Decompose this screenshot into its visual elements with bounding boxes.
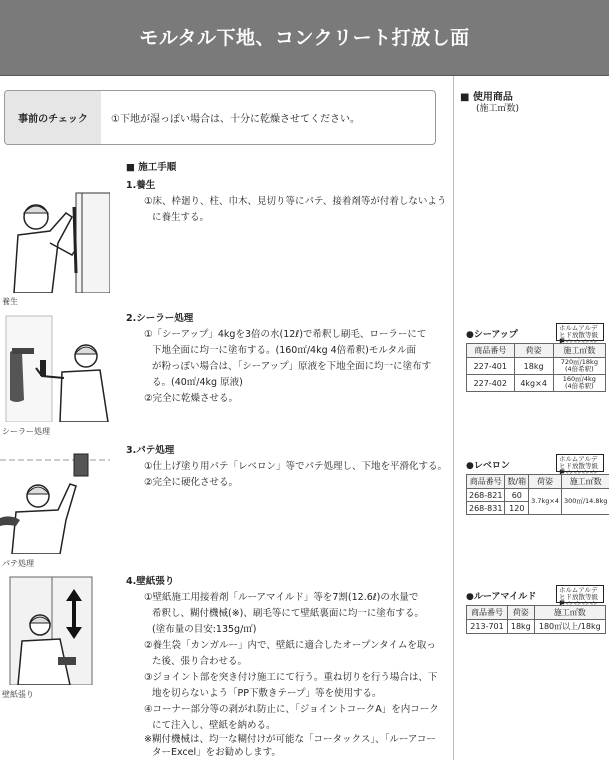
worker-putty-illustration <box>0 444 110 554</box>
table-row: 268-831 120 <box>467 502 609 515</box>
step-4-line: にて注入し、壁紙を納める。 <box>152 720 276 731</box>
worker-wallpaper-illustration <box>0 575 110 685</box>
step-4-title: 4.壁紙張り <box>126 576 175 587</box>
product-name-seeup: ●シーアップ <box>466 330 518 340</box>
step-2-line: ①「シーアップ」4kgを3倍の水(12ℓ)で希釈し刷毛、ローラーにて <box>144 329 427 340</box>
step-2-caption: シーラー処理 <box>2 427 50 436</box>
precheck-label: 事前のチェック <box>5 91 101 144</box>
product-table-seeup: 商品番号 荷姿 施工㎡数 227-401 18kg 720㎡/18kg (4倍希釈) 227-402 4kg×4 160㎡/4kg (4倍希釈) <box>466 343 606 392</box>
step-3-title: 3.パテ処理 <box>126 445 175 456</box>
table-row: 268-821 60 3.7kg×4 300㎡/14.8kg <box>467 489 609 502</box>
step-4-line: (塗布量の目安:135g/㎡) <box>152 624 257 635</box>
step-3-caption: パテ処理 <box>2 559 34 568</box>
page-title: モルタル下地、コンクリート打放し面 <box>139 27 470 49</box>
step-3-line: ②完全に硬化させる。 <box>144 477 239 488</box>
step-2-line: ②完全に乾燥させる。 <box>144 393 239 404</box>
note-line: ターExcel」をお勧めします。 <box>152 747 281 758</box>
table-row: 213-701 18kg 180㎡以上/18kg <box>467 620 606 634</box>
product-table-ruamild: 商品番号 荷姿 施工㎡数 213-701 18kg 180㎡以上/18kg <box>466 605 606 634</box>
procedure-heading: ■ 施工手順 <box>126 162 177 173</box>
worker-roller-illustration <box>0 312 110 422</box>
formaldehyde-rating-badge: ホルムアルデヒド放散等級 <box>556 585 604 603</box>
precheck-box <box>4 90 436 145</box>
step-1-caption: 養生 <box>2 297 18 306</box>
step-2-line: が粉っぽい場合は、「シーアップ」原液を下地全面に均一に塗布す <box>152 361 432 372</box>
formaldehyde-rating-badge: ホルムアルデヒド放散等級 <box>556 454 604 472</box>
products-subheading: (施工㎡数) <box>476 104 520 114</box>
step-4-caption: 壁紙張り <box>2 690 34 699</box>
step-1-line: に養生する。 <box>152 212 210 223</box>
product-table-leveron: 商品番号 数/箱 荷姿 施工㎡数 268-821 60 3.7kg×4 300㎡/14.8kg 268-831 120 <box>466 474 609 515</box>
step-4-line: 希釈し、糊付機械(※)、刷毛等にて壁紙裏面に均一に塗布する。 <box>152 608 424 619</box>
table-row: 227-401 18kg 720㎡/18kg (4倍希釈) <box>467 358 606 375</box>
product-name-ruamild: ●ルーアマイルド <box>466 592 537 602</box>
step-2-line: 下地全面に均一に塗布する。(160㎡/4kg 4倍希釈)モルタル面 <box>152 345 417 356</box>
step-4-line: 地を切らないよう「PP下敷きテープ」等を使用する。 <box>152 688 382 699</box>
step-3-line: ①仕上げ塗り用パテ「レベロン」等でパテ処理し、下地を平滑化する。 <box>144 461 448 472</box>
product-name-leveron: ●レベロン <box>466 461 510 471</box>
formaldehyde-rating-badge: ホルムアルデヒド放散等級 <box>556 323 604 341</box>
products-heading: ■ 使用商品 <box>460 92 513 103</box>
step-2-line: る。(40㎡/4kg 原液) <box>152 377 243 388</box>
note-line: ※糊付機械は、均一な糊付けが可能な「コータックス」、「ルーアコー <box>144 734 436 745</box>
table-row: 227-402 4kg×4 160㎡/4kg (4倍希釈) <box>467 375 606 392</box>
step-4-line: ②養生袋「カンガルー」内で、壁紙に適合したオープンタイムを取っ <box>144 640 436 651</box>
precheck-text: ①下地が湿っぽい場合は、十分に乾燥させてください。 <box>111 114 360 125</box>
column-divider <box>453 76 454 760</box>
step-4-line: ④コーナー部分等の剥がれ防止に、「ジョイントコークA」を内コーク <box>144 704 439 715</box>
step-1-title: 1.養生 <box>126 180 156 191</box>
step-1-line: ①床、枠廻り、柱、巾木、見切り等にパテ、接着剤等が付着しないよう <box>144 196 447 207</box>
worker-masking-illustration <box>0 183 110 293</box>
step-4-line: ③ジョイント部を突き付け施工にて行う。重ね切りを行う場合は、下 <box>144 672 438 683</box>
step-4-line: ①壁紙施工用接着剤「ルーアマイルド」等を7割(12.6ℓ)の水量で <box>144 592 419 603</box>
step-2-title: 2.シーラー処理 <box>126 313 194 324</box>
step-4-line: た後、張り合わせる。 <box>152 656 248 667</box>
page-header <box>0 0 609 76</box>
